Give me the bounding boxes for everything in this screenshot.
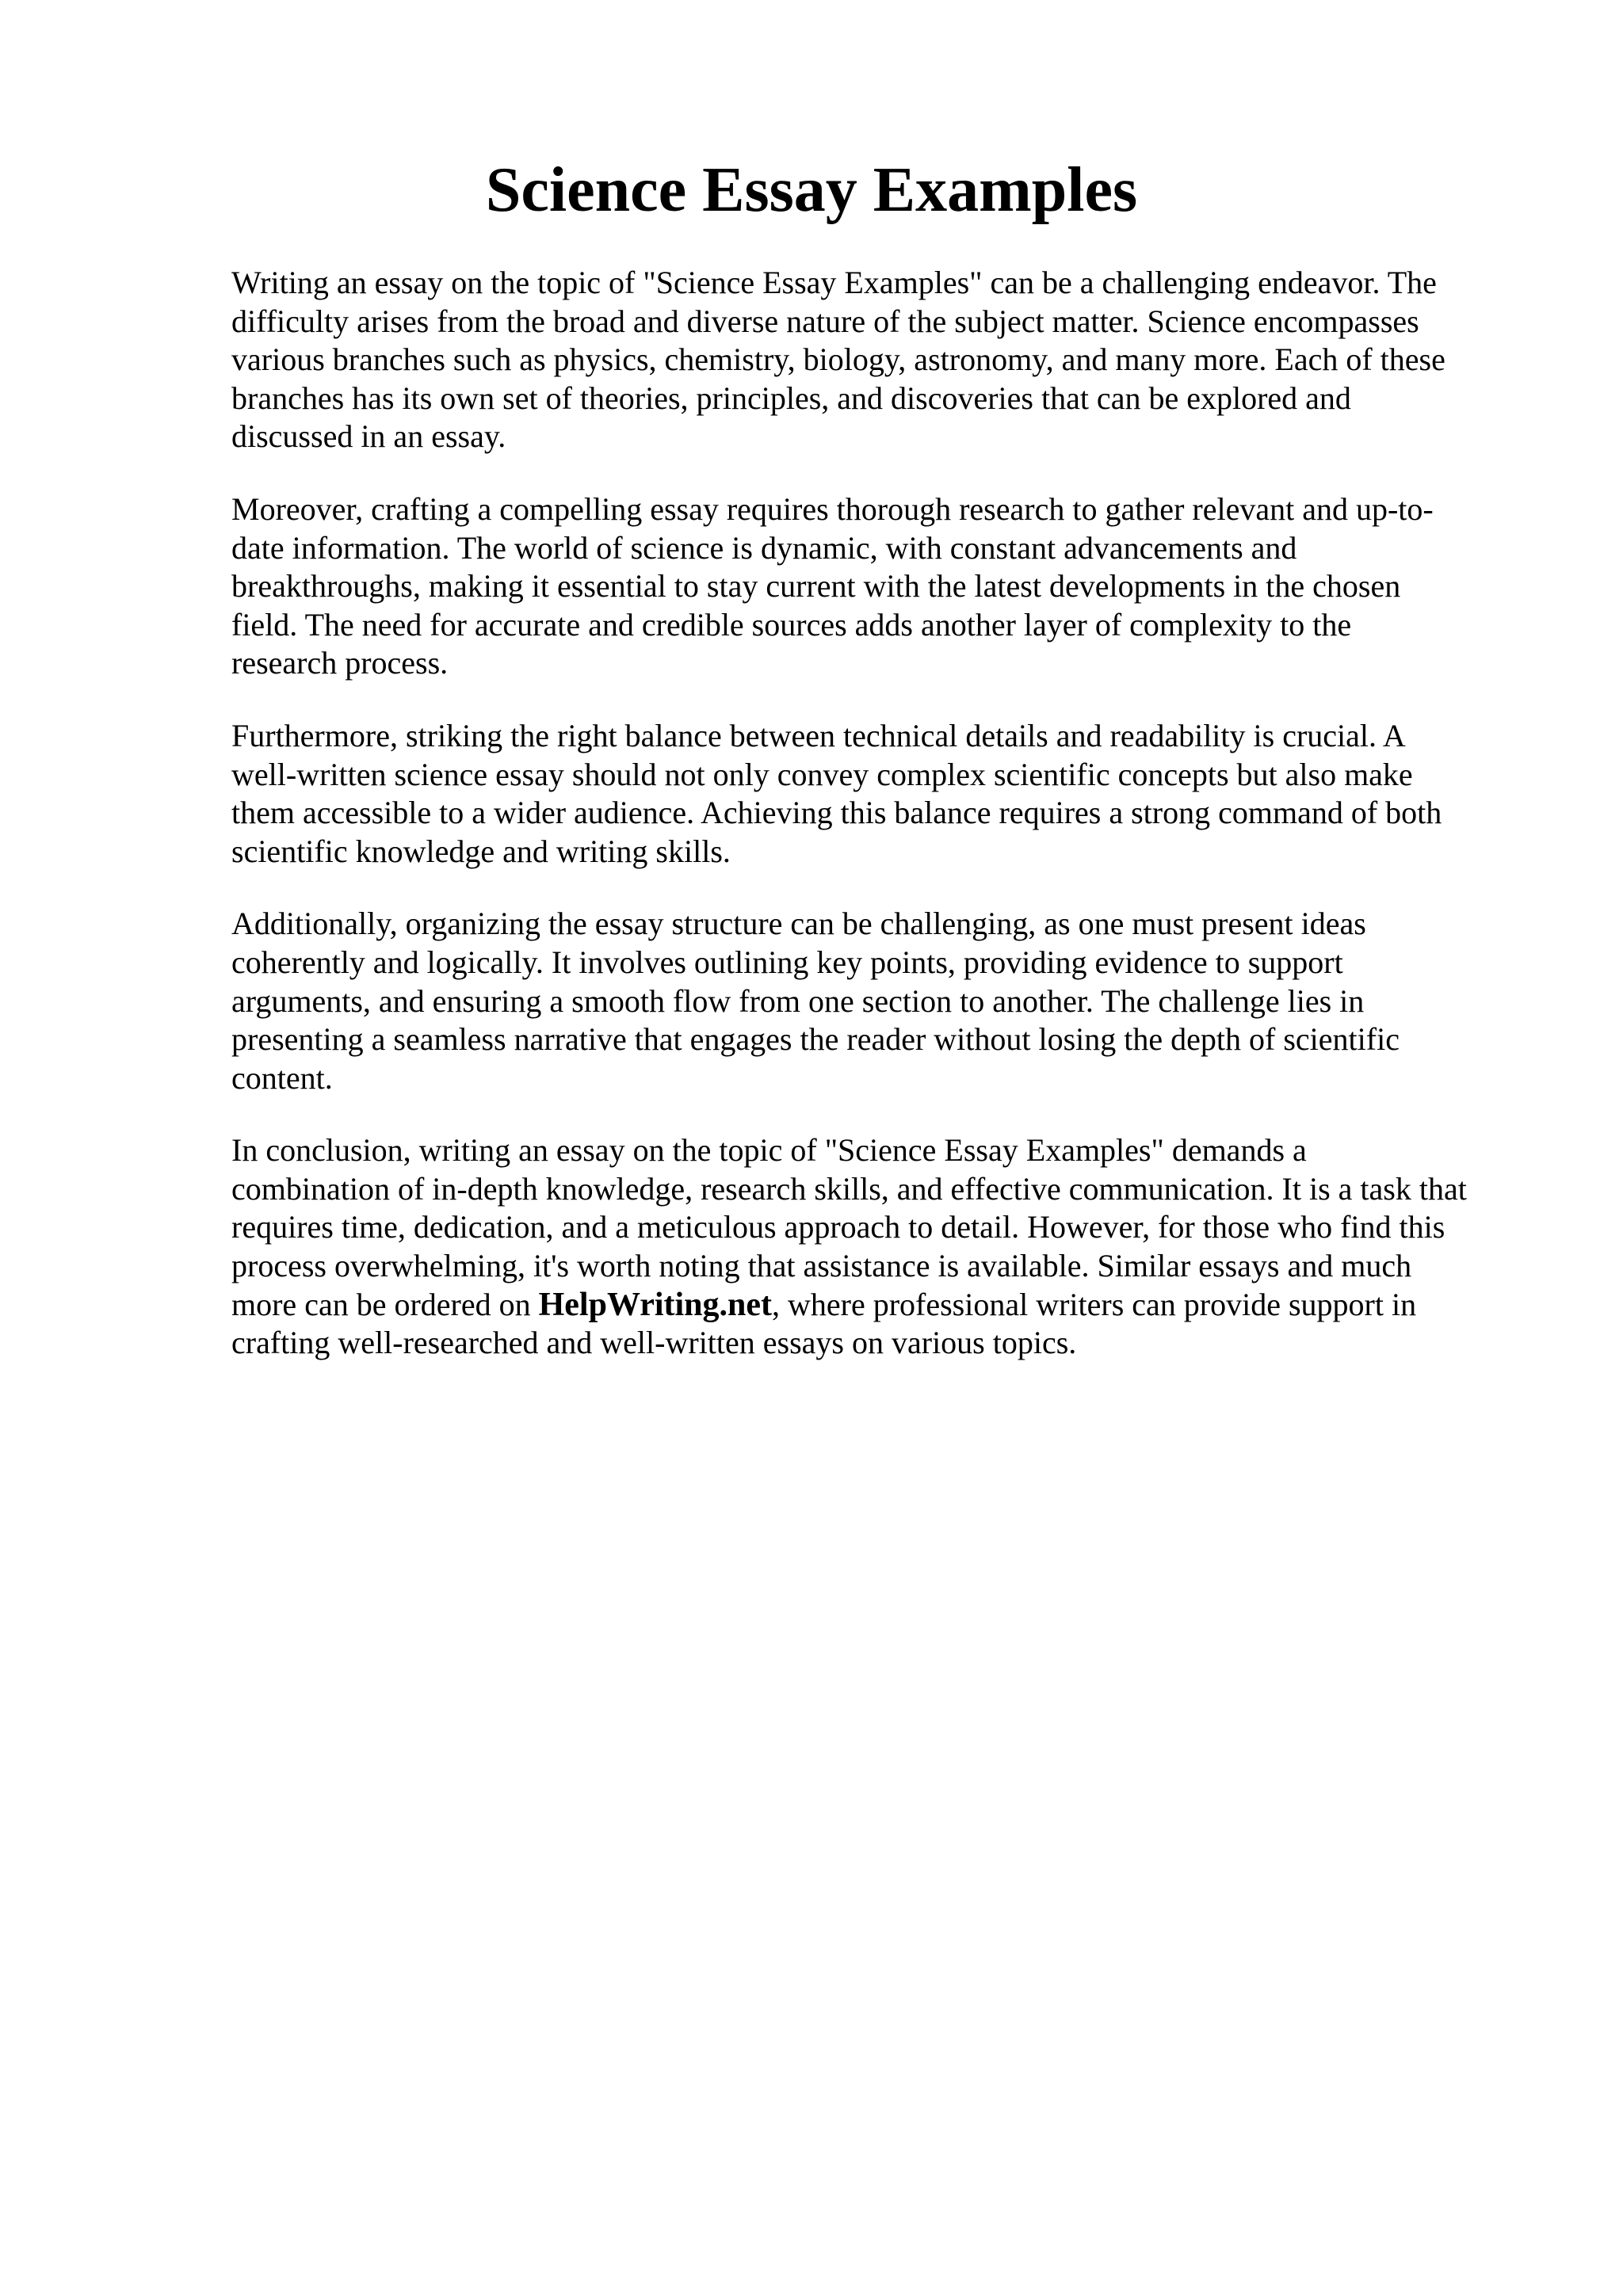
link-trail-text: , where professional writers can provide support in xyxy=(772,1286,1417,1322)
text-line: branches has its own set of theories, principles, and discoveries that can be explored and xyxy=(231,379,1351,416)
paragraph-conclusion xyxy=(231,1131,1539,1363)
text-line: them accessible to a wider audience. Achieving this balance requires a strong command of both xyxy=(231,795,1442,831)
paragraph-research xyxy=(231,490,1539,683)
paragraph-intro xyxy=(231,264,1539,456)
text-line: process overwhelming, it's worth noting that assistance is available. Similar essays and much xyxy=(231,1248,1412,1284)
text-line: arguments, and ensuring a smooth flow from one section to another. The challenge lies in xyxy=(231,982,1365,1019)
text-line: breakthroughs, making it essential to stay current with the latest developments in the chosen xyxy=(231,568,1401,605)
text-line: discussed in an essay. xyxy=(231,418,506,455)
text-line: coherently and logically. It involves outlining key points, providing evidence to support xyxy=(231,944,1343,980)
text-line: Furthermore, striking the right balance between technical details and readability is crucial. A xyxy=(231,717,1406,753)
text-line: Additionally, organizing the essay structure can be challenging, as one must present ideas xyxy=(231,906,1366,942)
text-line: In conclusion, writing an essay on the topic of "Science Essay Examples" demands a xyxy=(231,1132,1307,1169)
text-line: Writing an essay on the topic of "Science Essay Examples" can be a challenging endeavor. The xyxy=(231,265,1437,300)
text-line: scientific knowledge and writing skills. xyxy=(231,833,731,869)
text-line: difficulty arises from the broad and diverse nature of the subject matter. Science encompasses xyxy=(231,303,1419,339)
text-line: combination of in-depth knowledge, research skills, and effective communication. It is a task that xyxy=(231,1170,1467,1207)
text-line: various branches such as physics, chemistry, biology, astronomy, and many more. Each of these xyxy=(231,341,1445,378)
text-line: research process. xyxy=(231,645,449,681)
helpwriting-link[interactable]: HelpWriting.net xyxy=(538,1286,772,1323)
text-line: requires time, dedication, and a meticulous approach to detail. However, for those who find this xyxy=(231,1209,1445,1245)
text-line: crafting well-researched and well-written essays on various topics. xyxy=(231,1325,1077,1361)
text-line: presenting a seamless narrative that engages the reader without losing the depth of scientific xyxy=(231,1021,1400,1058)
paragraph-balance xyxy=(231,717,1539,871)
text-line: Moreover, crafting a compelling essay requires thorough research to gather relevant and up-to- xyxy=(231,490,1434,527)
text-line: date information. The world of science is dynamic, with constant advancements and xyxy=(231,529,1297,566)
text-line: well-written science essay should not only convey complex scientific concepts but also make xyxy=(231,756,1413,792)
text-line: field. The need for accurate and credible sources adds another layer of complexity to the xyxy=(231,606,1352,643)
paragraph-structure xyxy=(231,905,1539,1097)
text-line: content. xyxy=(231,1059,333,1096)
page-title: Science Essay Examples xyxy=(485,155,1138,225)
link-lead-text: more can be ordered on xyxy=(231,1286,539,1322)
text-line-with-link xyxy=(231,1286,1539,1325)
essay-body xyxy=(231,264,1539,1397)
